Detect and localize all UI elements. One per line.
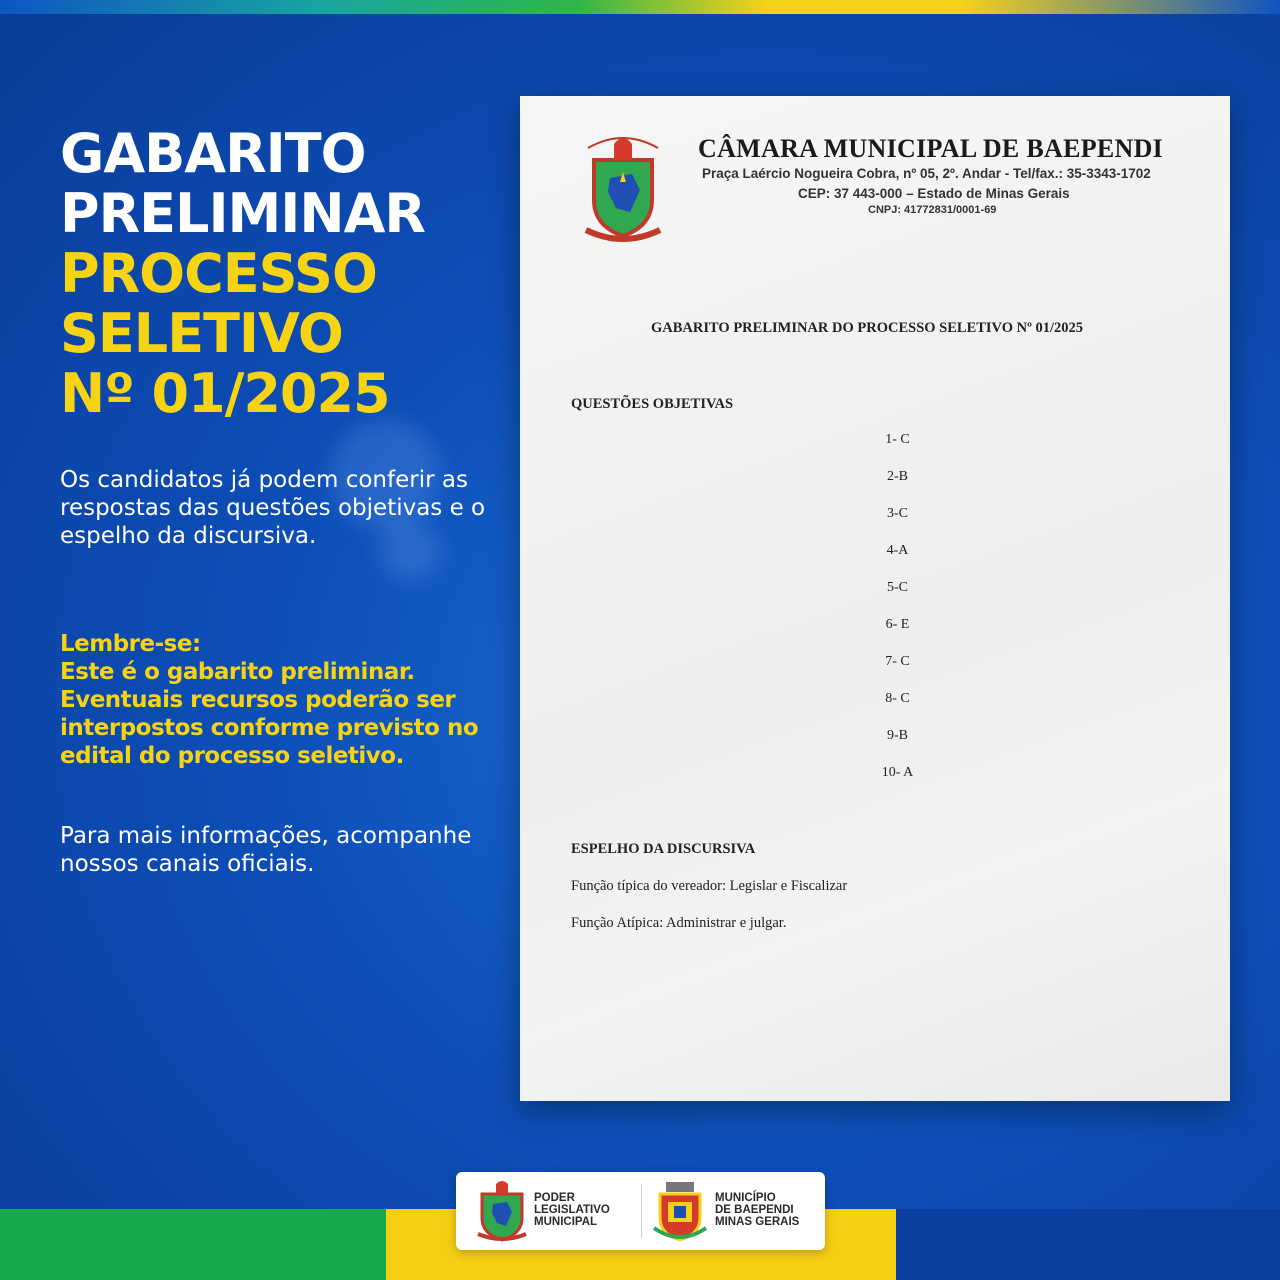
- logo-text-line: DE BAEPENDI: [715, 1204, 794, 1216]
- logo-divider: [641, 1184, 642, 1238]
- answer-key-document: [520, 96, 1230, 1101]
- answer-item: 1- C: [885, 432, 910, 447]
- discursive-heading: ESPELHO DA DISCURSIVA: [571, 841, 756, 857]
- headline: [60, 124, 510, 424]
- answer-item: 4-A: [886, 543, 909, 558]
- logo-text-line: PODER: [534, 1192, 575, 1204]
- logo-text-line: LEGISLATIVO: [534, 1204, 610, 1216]
- municipal-coat-of-arms-icon: [652, 1180, 708, 1242]
- legislative-crest-icon: [474, 1180, 530, 1242]
- logo-text-line: MINAS GERAIS: [715, 1216, 800, 1228]
- institution-cep: CEP: 37 443-000 – Estado de Minas Gerais: [798, 186, 1070, 201]
- chamber-crest-icon: [580, 134, 666, 244]
- objective-heading: QUESTÕES OBJETIVAS: [571, 396, 734, 412]
- institution-cnpj: CNPJ: 41772831/0001-69: [868, 204, 997, 216]
- more-info-text: Para mais informações, acompanhe nossos canais oficiais.: [60, 823, 472, 877]
- headline-line: SELETIVO: [60, 302, 343, 365]
- reminder-label: Lembre-se:: [60, 631, 201, 657]
- legislative-logo-text: [534, 1192, 610, 1228]
- headline-line: GABARITO: [60, 122, 366, 185]
- answer-item: 2-B: [887, 469, 908, 484]
- institution-address: Praça Laércio Nogueira Cobra, nº 05, 2º. Andar - Tel/fax.: 35-3343-1702: [702, 166, 1151, 181]
- answer-item: 6- E: [885, 617, 910, 632]
- answer-item: 10- A: [881, 765, 914, 780]
- logo-text-line: MUNICIPAL: [534, 1216, 598, 1228]
- answer-item: 7- C: [885, 654, 910, 669]
- footer-logo-card: [456, 1172, 825, 1250]
- answer-item: 3-C: [887, 506, 908, 521]
- intro-text: Os candidatos já podem conferir as respostas das questões objetivas e o espelho da discursiva.: [60, 467, 486, 549]
- institution-name: CÂMARA MUNICIPAL DE BAEPENDI: [698, 134, 1164, 163]
- headline-line: Nº 01/2025: [60, 362, 390, 425]
- answer-item: 9-B: [887, 728, 908, 743]
- discursive-line: Função típica do vereador: Legislar e Fiscalizar: [571, 878, 848, 894]
- headline-line: PRELIMINAR: [60, 182, 425, 245]
- answer-item: 5-C: [887, 580, 908, 595]
- municipal-logo-text: [715, 1192, 799, 1228]
- headline-line: PROCESSO: [60, 242, 377, 305]
- flag-band-blue: [896, 1209, 1280, 1280]
- document-title: GABARITO PRELIMINAR DO PROCESSO SELETIVO Nº 01/2025: [651, 320, 1084, 336]
- flag-band-green: [0, 1209, 386, 1280]
- discursive-line: Função Atípica: Administrar e julgar.: [571, 915, 787, 931]
- top-color-stripe: [0, 0, 1280, 14]
- logo-text-line: MUNICÍPIO: [715, 1192, 776, 1204]
- reminder-block: [60, 630, 500, 770]
- reminder-text: Este é o gabarito preliminar. Eventuais recursos poderão ser interpostos conforme previsto no edital do processo seletivo.: [60, 659, 479, 769]
- answer-item: 8- C: [885, 691, 910, 706]
